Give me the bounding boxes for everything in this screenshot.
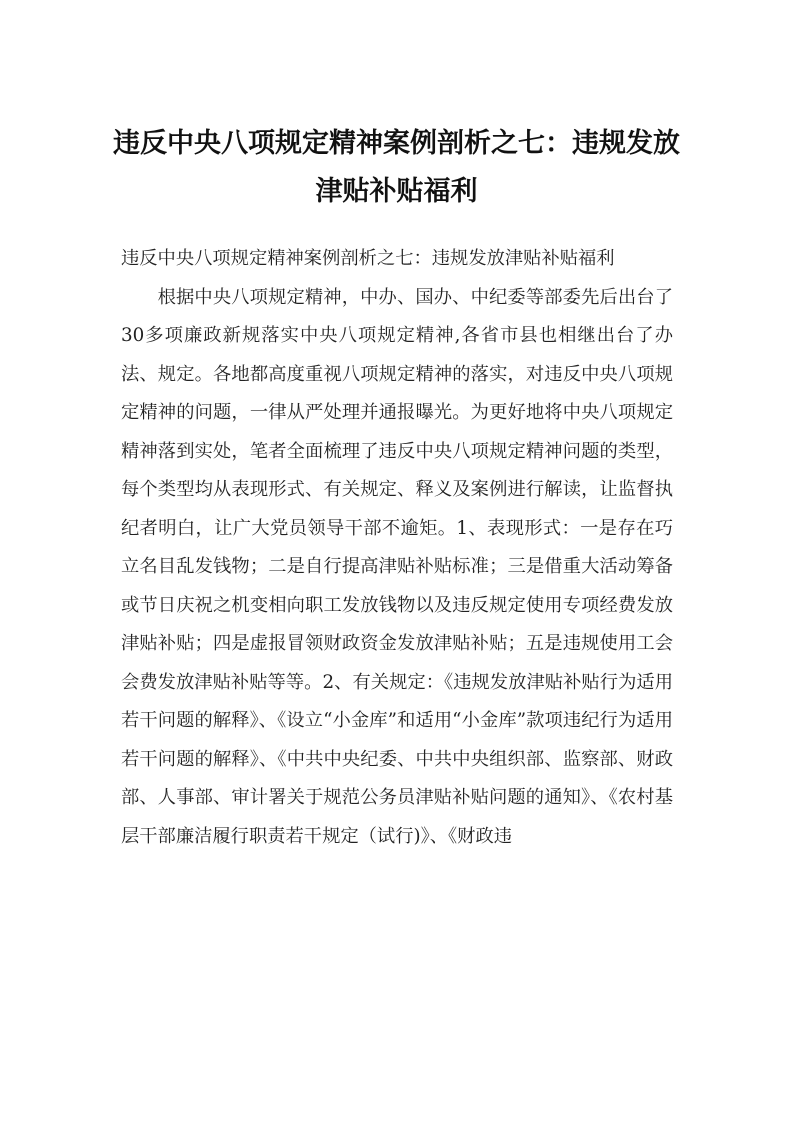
document-title: 违反中央八项规定精神案例剖析之七：违规发放津贴补贴福利 (113, 128, 680, 207)
document-subtitle: 违反中央八项规定精神案例剖析之七：违规发放津贴补贴福利 (121, 248, 615, 269)
document-body (121, 240, 673, 856)
body-paragraph: 根据中央八项规定精神，中办、国办、中纪委等部委先后出台了30多项廉政新规落实中央八项规定精神,各省市县也相继出台了办法、规定。各地都高度重视八项规定精神的落实，对违反中央八项规定精神的问题，一律从严处理并通报曝光。为更好地将中央八项规定精神落到实处，笔者全面梳理了违反中央八项规定精神问题的类型，每个类型均从表现形式、有关规定、释义及案例进行解读，让监督执纪者明白，让广大党员领导干部不逾矩。1、表现形式：一是存在巧立名目乱发钱物；二是自行提高津贴补贴标准；三是借重大活动筹备或节日庆祝之机变相向职工发放钱物以及违反规定使用专项经费发放津贴补贴；四是虚报冒领财政资金发放津贴补贴；五是违规使用工会会费发放津贴补贴等等。2、有关规定：《违规发放津贴补贴行为适用若干问题的解释》、《设立“小金库”和适用“小金库”款项违纪行为适用若干问题的解释》、《中共中央纪委、中共中央组织部、监察部、财政部、人事部、审计署关于规范公务员津贴补贴问题的通知》、《农村基层干部廉洁履行职责若干规定（试行)》、《财政违 (121, 286, 673, 847)
